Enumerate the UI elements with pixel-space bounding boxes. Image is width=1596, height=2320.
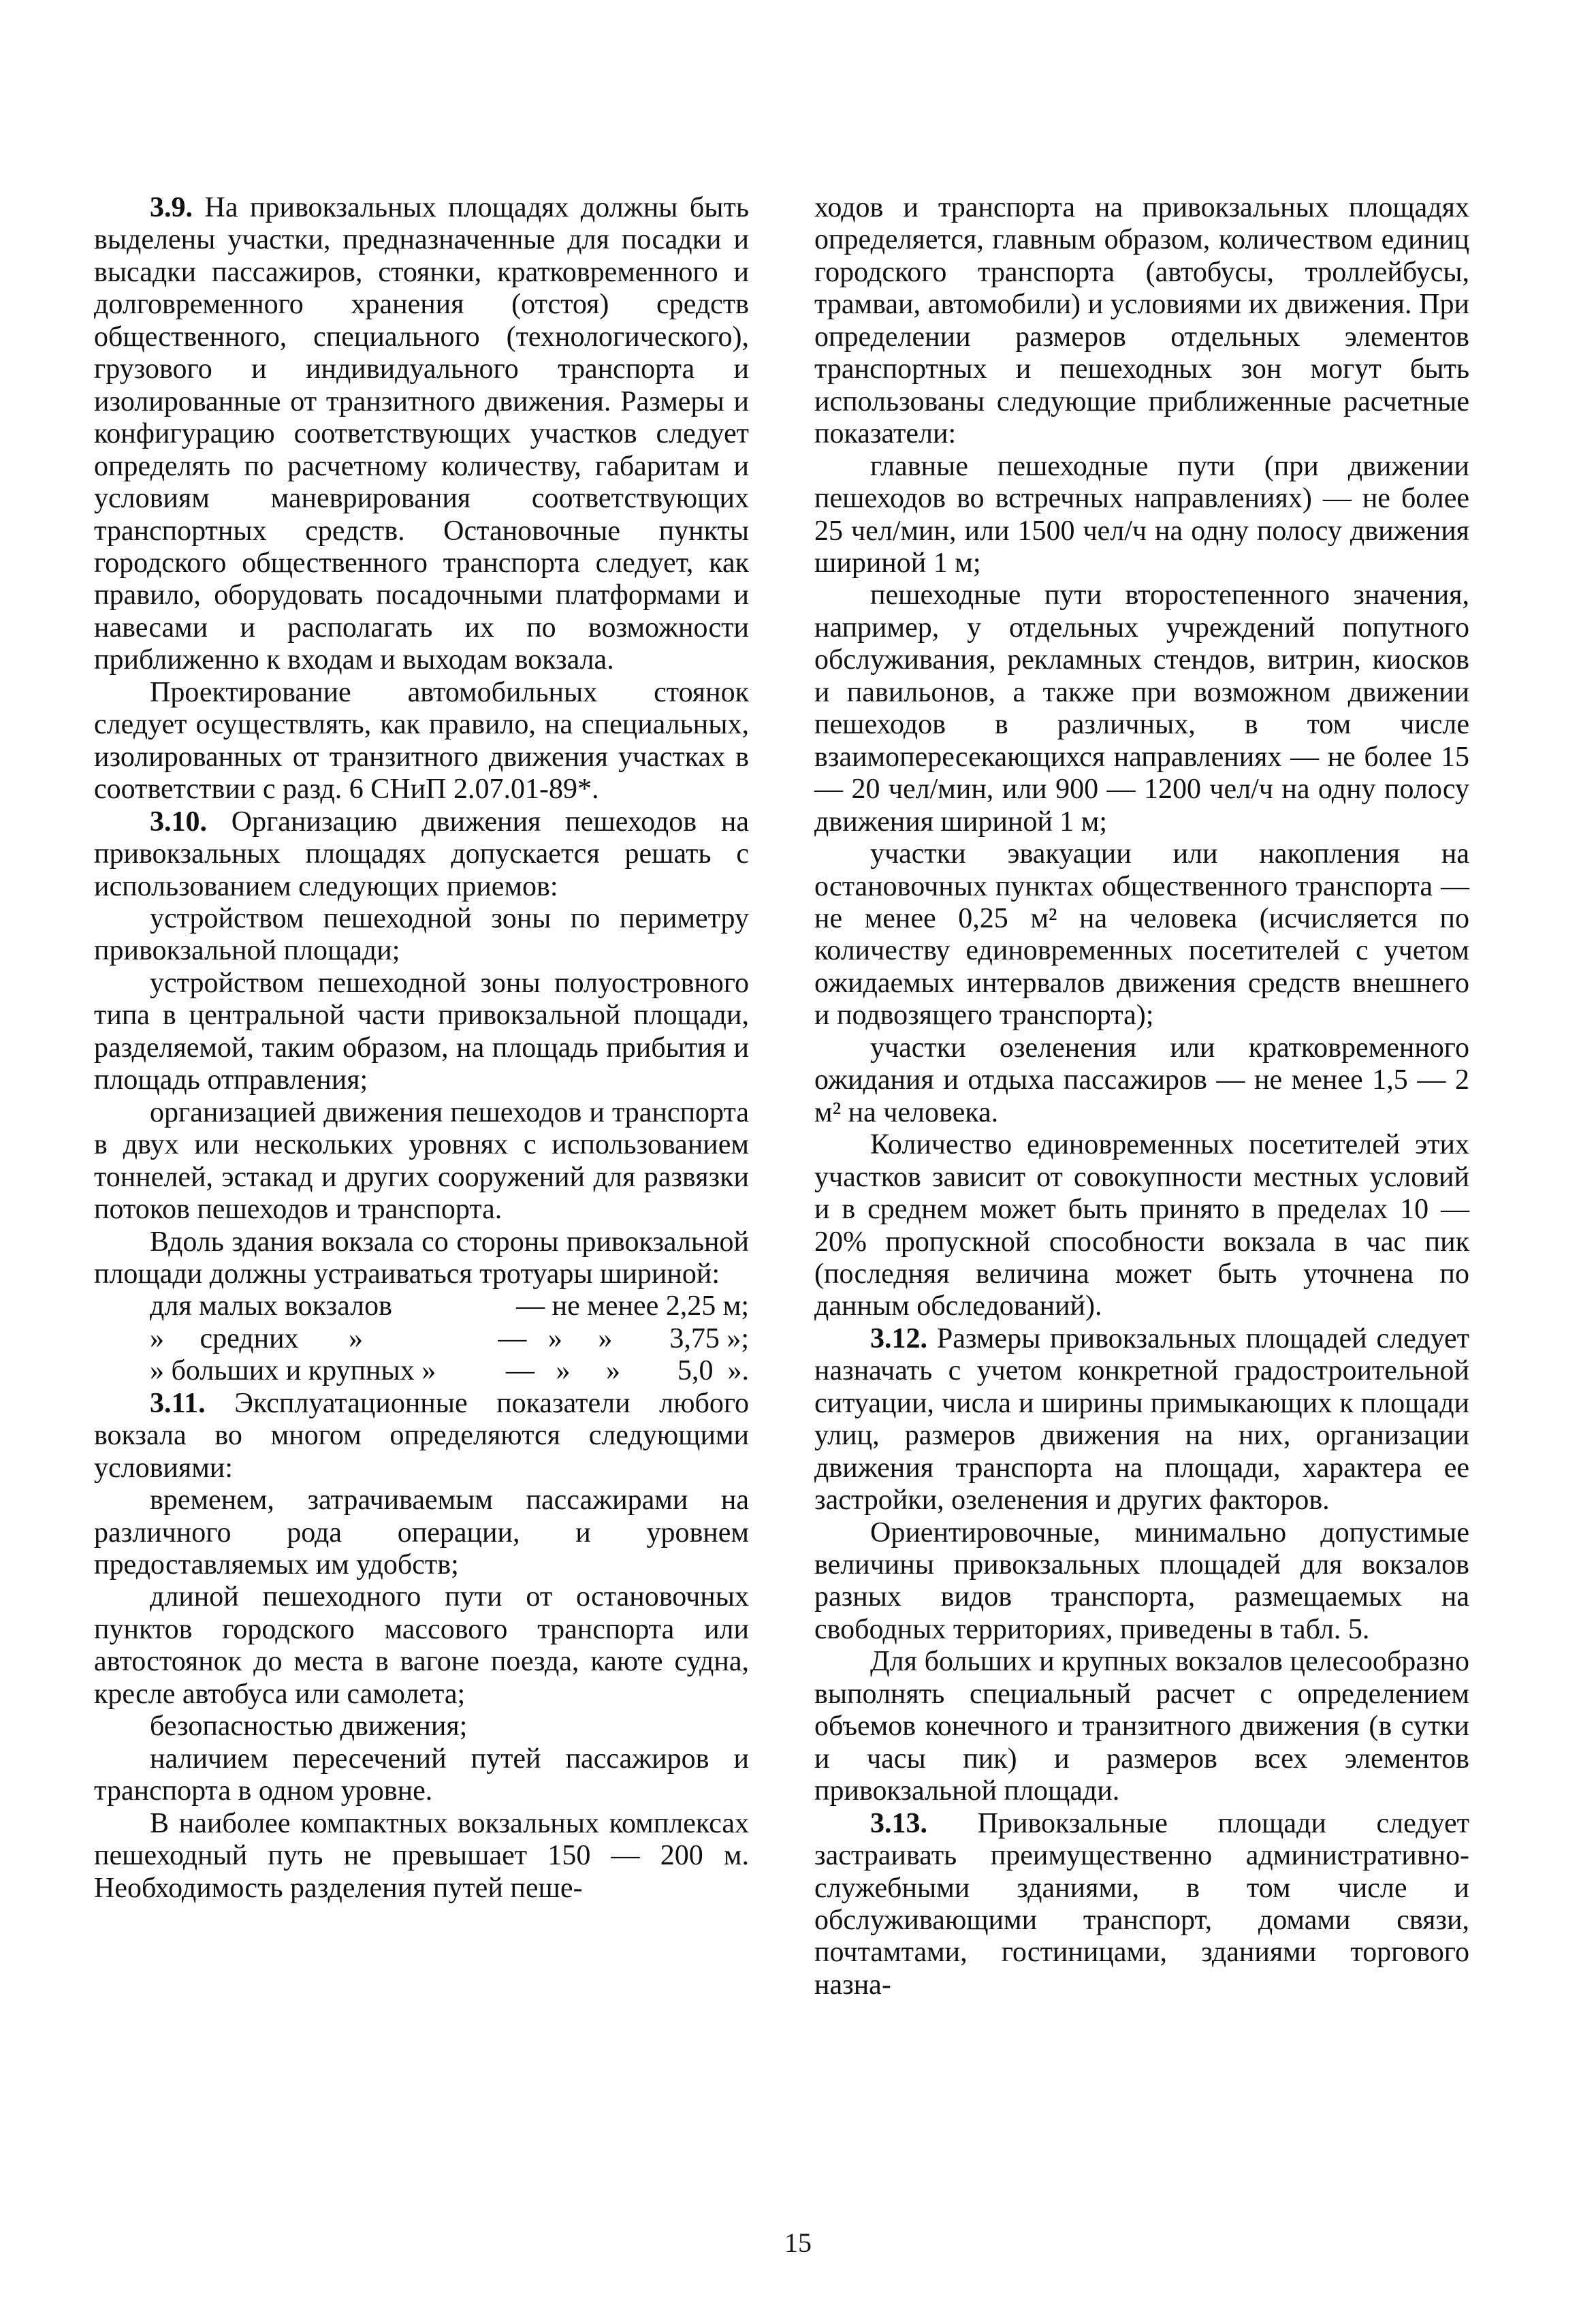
left-column xyxy=(94,192,749,1905)
paragraph-3-11: 3.11. Эксплуатационные показатели любого вокзала во многом определяются следующими условиями: xyxy=(94,1387,750,1484)
right-column xyxy=(814,192,1469,2001)
section-number: 3.13. xyxy=(870,1807,927,1839)
section-number: 3.12. xyxy=(870,1322,927,1354)
list-item: временем, затрачиваемым пассажирами на различного рода операции, и уровнем предоставляемых им удобств; xyxy=(94,1484,749,1581)
list-item: устройством пешеходной зоны полуостровного типа в центральной части привокзальной площади, разделяемой, таким образом, на площадь прибытия и площадь отправления; xyxy=(94,967,749,1096)
paragraph: Количество единовременных посетителей этих участков зависит от совокупности местных условий и в среднем может быть принято в пределах 10 — 20% пропускной способности вокзала в час пик (последняя величина может быть уточнена по данным обследований). xyxy=(814,1129,1469,1322)
list-item: главные пешеходные пути (при движении пешеходов во встречных направлениях) — не более 25 чел/мин, или 1500 чел/ч на одну полосу движения шириной 1 м; xyxy=(814,450,1469,579)
list-item: пешеходные пути второстепенного значения, например, у отдельных учреждений попутного обслуживания, рекламных стендов, витрин, киосков и павильонов, а также при возможном движении пешеходов в различных, в том числе взаимопересекающихся направлениях — не более 15 — 20 чел/мин, или 900 — 1200 чел/ч на одну полосу движения шириной 1 м; xyxy=(814,579,1469,838)
table-row: » больших и крупных » — » » 5,0 ». xyxy=(150,1355,749,1387)
list-item: длиной пешеходного пути от остановочных пунктов городского массового транспорта или автостоянок до места в вагоне поезда, каюте судна, кресле автобуса или самолета; xyxy=(94,1581,749,1710)
list-item: организацией движения пешеходов и транспорта в двух или нескольких уровнях с использованием тоннелей, эстакад и других сооружений для развязки потоков пешеходов и транспорта. xyxy=(94,1096,749,1226)
paragraph-3-9: 3.9. На привокзальных площадях должны быть выделены участки, предназначенные для посадки и высадки пассажиров, стоянки, кратковременного и долговременного хранения (отстоя) средств общественного, специального (технологического), грузового и индивидуального транспорта и изолированные от транзитного движения. Размеры и конфигурацию соответствующих участков следует определять по расчетному количеству, габаритам и условиям маневрирования соответствующих транспортных средств. Остановочные пункты городского общественного транспорта следует, как правило, оборудовать посадочными платформами и навесами и располагать их по возможности приближенно к входам и выходам вокзала. xyxy=(94,192,749,676)
list-item: участки озеленения или кратковременного ожидания и отдыха пассажиров — не менее 1,5 — 2 м² на человека. xyxy=(814,1032,1469,1128)
paragraph: Для больших и крупных вокзалов целесообразно выполнять специальный расчет с определением объемов конечного и транзитного движения (в сутки и часы пик) и размеров всех элементов привокзальной площади. xyxy=(814,1646,1469,1807)
paragraph: Вдоль здания вокзала со стороны привокзальной площади должны устраиваться тротуары шириной: xyxy=(94,1226,749,1290)
paragraph-continued: ходов и транспорта на привокзальных площадях определяется, главным образом, количеством единиц городского транспорта (автобусы, троллейбусы, трамваи, автомобили) и условиями их движения. При определении размеров отдельных элементов транспортных и пешеходных зон могут быть использованы следующие приближенные расчетные показатели: xyxy=(814,192,1469,450)
section-number: 3.9. xyxy=(150,192,193,223)
paragraph-3-12: 3.12. Размеры привокзальных площадей следует назначать с учетом конкретной градостроительной ситуации, числа и ширины примыкающих к площади улиц, размеров движения на них, организации движения транспорта на площади, характера ее застройки, озеленения и других факторов. xyxy=(814,1322,1470,1516)
paragraph-3-13: 3.13. Привокзальные площади следует застраивать преимущественно административно-служебными зданиями, в том числе и обслуживающими транспорт, домами связи, почтамтами, гостиницами, зданиями торгового назна- xyxy=(814,1807,1469,2001)
sidewalk-width-table xyxy=(94,1290,749,1387)
paragraph: Проектирование автомобильных стоянок следует осуществлять, как правило, на специальных, изолированных от транзитного движения участках в соответствии с разд. 6 СНиП 2.07.01-89*. xyxy=(94,676,749,806)
list-item: наличием пересечений путей пассажиров и транспорта в одном уровне. xyxy=(94,1743,749,1807)
list-item: участки эвакуации или накопления на остановочных пунктах общественного транспорта — не менее 0,25 м² на человека (исчисляется по количеству единовременных посетителей с учетом ожидаемых интервалов движения средств внешнего и подвозящего транспорта); xyxy=(814,838,1469,1032)
list-item: устройством пешеходной зоны по периметру привокзальной площади; xyxy=(94,902,749,967)
paragraph-3-10: 3.10. Организацию движения пешеходов на привокзальных площадях допускается решать с использованием следующих приемов: xyxy=(94,806,750,902)
list-item: безопасностью движения; xyxy=(150,1711,468,1743)
page-number: 15 xyxy=(784,2227,812,2258)
table-row: для малых вокзалов — не менее 2,25 м; xyxy=(150,1290,749,1322)
paragraph: В наиболее компактных вокзальных комплексах пешеходный путь не превышает 150 — 200 м. Необходимость разделения путей пеше- xyxy=(94,1807,749,1904)
table-row: » средних » — » » 3,75 »; xyxy=(150,1322,749,1354)
paragraph: Ориентировочные, минимально допустимые величины привокзальных площадей для вокзалов разных видов транспорта, размещаемых на свободных территориях, приведены в табл. 5. xyxy=(814,1516,1469,1645)
section-number: 3.10. xyxy=(150,806,207,838)
section-number: 3.11. xyxy=(150,1387,206,1419)
